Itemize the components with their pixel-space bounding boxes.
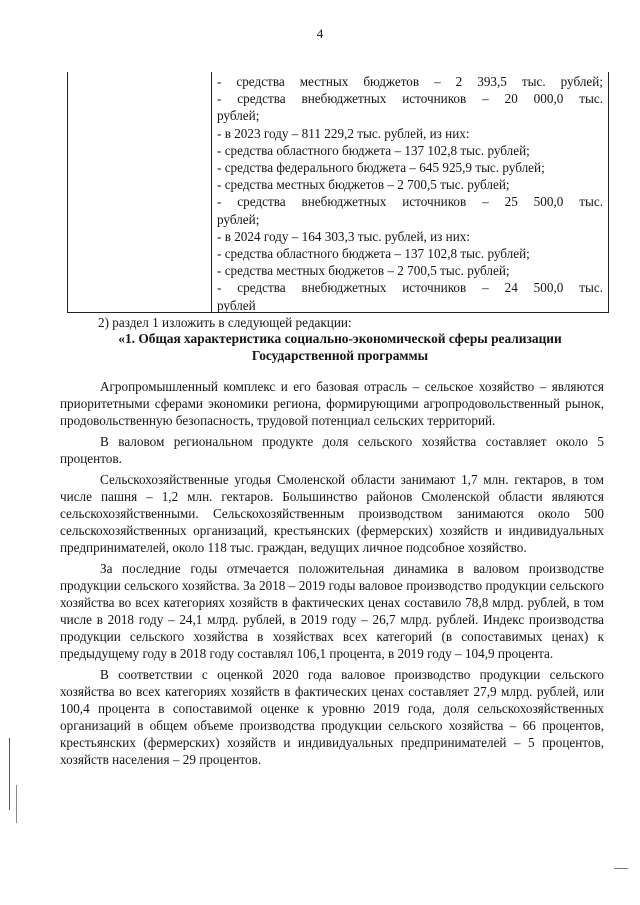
paragraph: В валовом региональном продукте доля сельского хозяйства составляет около 5 процентов. (60, 434, 604, 466)
funding-table-cell (217, 73, 603, 314)
paragraph: За последние годы отмечается положительная динамика в валовом производстве продукции сельского хозяйства. За 2018 – 2019 годы валовое производство продукции сельского хозяйства во всех категориях хозяйств в фактических ценах составило 78,8 млрд. рублей, в том числе в 2018 году – 24,1 млрд. рублей, в 2019 году – 26,7 млрд. рублей. Индекс производства продукции сельского хозяйства в хозяйствах всех категорий (в сопоставимых ценах) к предыдущему году в 2018 году составлял 106,1 процента, в 2019 году – 104,9 процента. (60, 561, 604, 661)
cell-line: рублей; (217, 211, 260, 227)
cell-line: - средства внебюджетных источников – 24 500,0 тыс. (217, 280, 603, 296)
cell-line: - средства федерального бюджета – 645 925,9 тыс. рублей; (217, 160, 545, 176)
section-title: «1. Общая характеристика социально-экономической сферы реализации Государственной программы (118, 331, 562, 363)
cell-line: - средства областного бюджета – 137 102,8 тыс. рублей; (217, 142, 530, 158)
paragraph: Агропромышленный комплекс и его базовая отрасль – сельское хозяйство – являются приоритетными сферами экономики региона, формирующими агропродовольственный рынок, продовольственную безопасность, трудовой потенциал сельских территорий. (60, 379, 604, 428)
cell-line: рублей; (217, 108, 260, 124)
cell-line: - средства областного бюджета – 137 102,8 тыс. рублей; (217, 246, 530, 262)
scan-margin-mark (9, 738, 10, 810)
cell-line: - средства местных бюджетов – 2 700,5 тыс. рублей; (217, 263, 510, 279)
page-number: 4 (316, 26, 324, 41)
paragraph: В соответствии с оценкой 2020 года валовое производство продукции сельского хозяйства во всех категориях хозяйств в фактических ценах составляет 27,9 млрд. рублей, или 100,4 процента в сопоставимой оценке к уровню 2019 года, доля сельскохозяйственных организаций в общем объеме производства продукции сельского хозяйства – 66 процентов, крестьянских (фермерских) хозяйств и индивидуальных предпринимателей – 5 процентов, хозяйств населения – 29 процентов. (60, 667, 604, 767)
cell-line: - средства внебюджетных источников – 25 500,0 тыс. (217, 194, 603, 210)
table-column-divider (211, 72, 212, 312)
cell-line: рублей (217, 297, 256, 313)
cell-line: - средства местных бюджетов – 2 700,5 тыс. рублей; (217, 177, 510, 193)
funding-table (67, 72, 609, 313)
cell-line: - средства местных бюджетов – 2 393,5 тыс. рублей; (217, 74, 603, 89)
cell-line: - средства внебюджетных источников – 20 000,0 тыс. (217, 91, 603, 107)
cell-line: - в 2023 году – 811 229,2 тыс. рублей, из них: (217, 125, 470, 141)
body-text (60, 378, 604, 772)
scan-margin-mark (16, 785, 17, 823)
cell-line: - в 2024 году – 164 303,3 тыс. рублей, из них: (217, 228, 471, 244)
amendment-item: 2) раздел 1 изложить в следующей редакции: (98, 315, 352, 330)
scan-margin-mark (614, 868, 628, 869)
paragraph: Сельскохозяйственные угодья Смоленской области занимают 1,7 млн. гектаров, в том числе пашня – 1,2 млн. гектаров. Большинство районов Смоленской области являются сельскохозяйственными. Сельскохозяйственным производством занимаются около 500 сельскохозяйственных организаций, крестьянских (фермерских) хозяйств и индивидуальных предпринимателей, около 118 тыс. граждан, ведущих личное подсобное хозяйство. (60, 472, 604, 555)
